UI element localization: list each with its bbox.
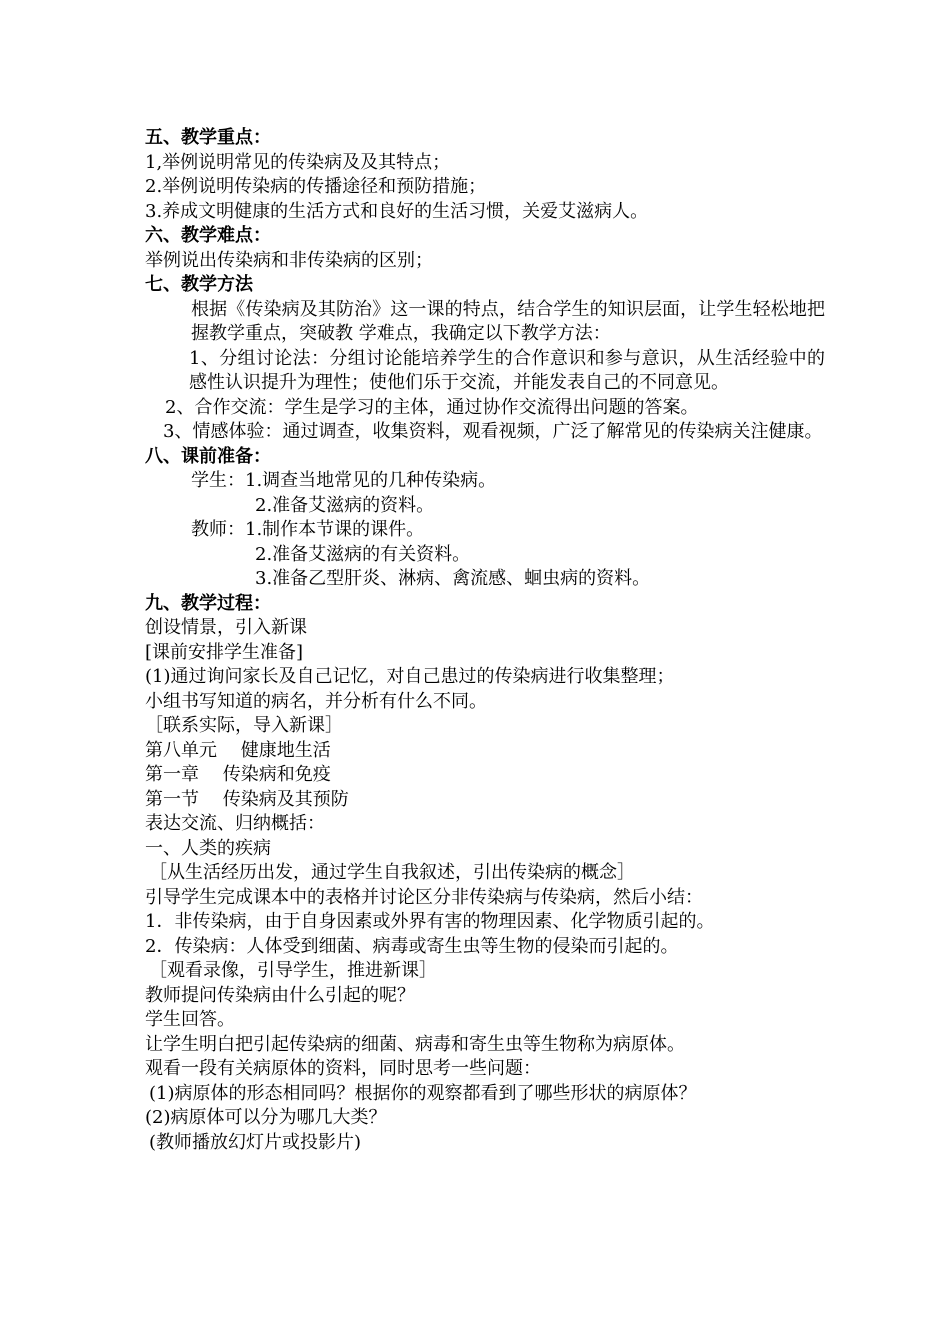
methods-intro-paragraph: 根据《传染病及其防治》这一课的特点，结合学生的知识层面，让学生轻松地把握教学重点，突破教 学难点，我确定以下教学方法：: [191, 298, 825, 344]
process-line: ［观看录像，引导学生，推进新课］: [149, 960, 437, 981]
process-line: 小组书写知道的病名，并分析有什么不同。: [145, 690, 487, 712]
prep-teacher-row: [145, 518, 825, 543]
process-line: [课前安排学生准备]: [145, 641, 304, 663]
process-line: 观看一段有关病原体的资料，同时思考一些问题：: [145, 1058, 541, 1079]
process-line: (1)病原体的形态相同吗？根据你的观察都看到了哪些形状的病原体？: [149, 1082, 697, 1104]
document-page: [145, 126, 825, 1155]
process-line: 学生回答。: [145, 1009, 235, 1030]
process-line: 第八单元 健康地生活: [145, 739, 331, 761]
process-line: 一、人类的疾病: [145, 837, 271, 859]
process-line: (1)通过询问家长及自己记忆，对自己患过的传染病进行收集整理；: [145, 666, 675, 687]
prep-student-row: [145, 469, 825, 494]
section-heading-methods: 七、教学方法: [145, 274, 253, 295]
key-point-item: 3.养成文明健康的生活方式和良好的生活习惯，关爱艾滋病人。: [145, 200, 649, 222]
section-heading-key-points: 五、教学重点：: [145, 127, 271, 148]
process-line: 教师提问传染病由什么引起的呢？: [145, 984, 415, 1006]
key-point-item: 1,举例说明常见的传染病及及其特点；: [145, 151, 451, 173]
difficulty-text: 举例说出传染病和非传染病的区别；: [145, 249, 433, 271]
process-line: 1．非传染病，由于自身因素或外界有害的物理因素、化学物质引起的。: [145, 911, 715, 932]
process-line: (教师播放幻灯片或投影片): [149, 1131, 362, 1153]
process-line: ［联系实际，导入新课］: [145, 715, 343, 736]
process-line: 第一章 传染病和免疫: [145, 764, 331, 785]
method-item-emotional-experience: 3、情感体验：通过调查，收集资料，观看视频，广泛了解常见的传染病关注健康。: [163, 421, 823, 442]
section-heading-process: 九、教学过程：: [145, 592, 271, 614]
method-item-cooperation: 2、合作交流：学生是学习的主体，通过协作交流得出问题的答案。: [165, 396, 699, 418]
section-heading-difficulties: 六、教学难点：: [145, 225, 271, 246]
prep-student-label: 学生：: [191, 470, 245, 491]
process-line: 表达交流、归纳概括：: [145, 813, 325, 834]
process-line: 创设情景，引入新课: [145, 617, 307, 638]
prep-teacher-item: 3.准备乙型肝炎、淋病、禽流感、蛔虫病的资料。: [255, 568, 651, 589]
process-line: (2)病原体可以分为哪几大类？: [145, 1107, 387, 1128]
prep-student-item: 2.准备艾滋病的资料。: [255, 494, 435, 516]
process-line: 引导学生完成课本中的表格并讨论区分非传染病与传染病，然后小结：: [145, 886, 703, 908]
prep-student-item: 1.调查当地常见的几种传染病。: [245, 470, 497, 491]
process-line: 第一节 传染病及其预防: [145, 788, 349, 810]
key-point-item: 2.举例说明传染病的传播途径和预防措施；: [145, 176, 487, 197]
section-heading-preparation: 八、课前准备：: [145, 445, 271, 467]
process-line: 让学生明白把引起传染病的细菌、病毒和寄生虫等生物称为病原体。: [145, 1033, 685, 1055]
prep-teacher-item: 1.制作本节课的课件。: [245, 519, 425, 540]
process-line: 2．传染病：人体受到细菌、病毒或寄生虫等生物的侵染而引起的。: [145, 935, 679, 957]
prep-teacher-label: 教师：: [191, 519, 245, 540]
process-line: ［从生活经历出发，通过学生自我叙述，引出传染病的概念］: [149, 862, 635, 883]
method-item-group-discussion: 1、分组讨论法：分组讨论能培养学生的合作意识和参与意识，从生活经验中的感性认识提升为理性；使他们乐于交流，并能发表自己的不同意见。: [189, 347, 825, 393]
prep-teacher-item: 2.准备艾滋病的有关资料。: [255, 543, 471, 565]
